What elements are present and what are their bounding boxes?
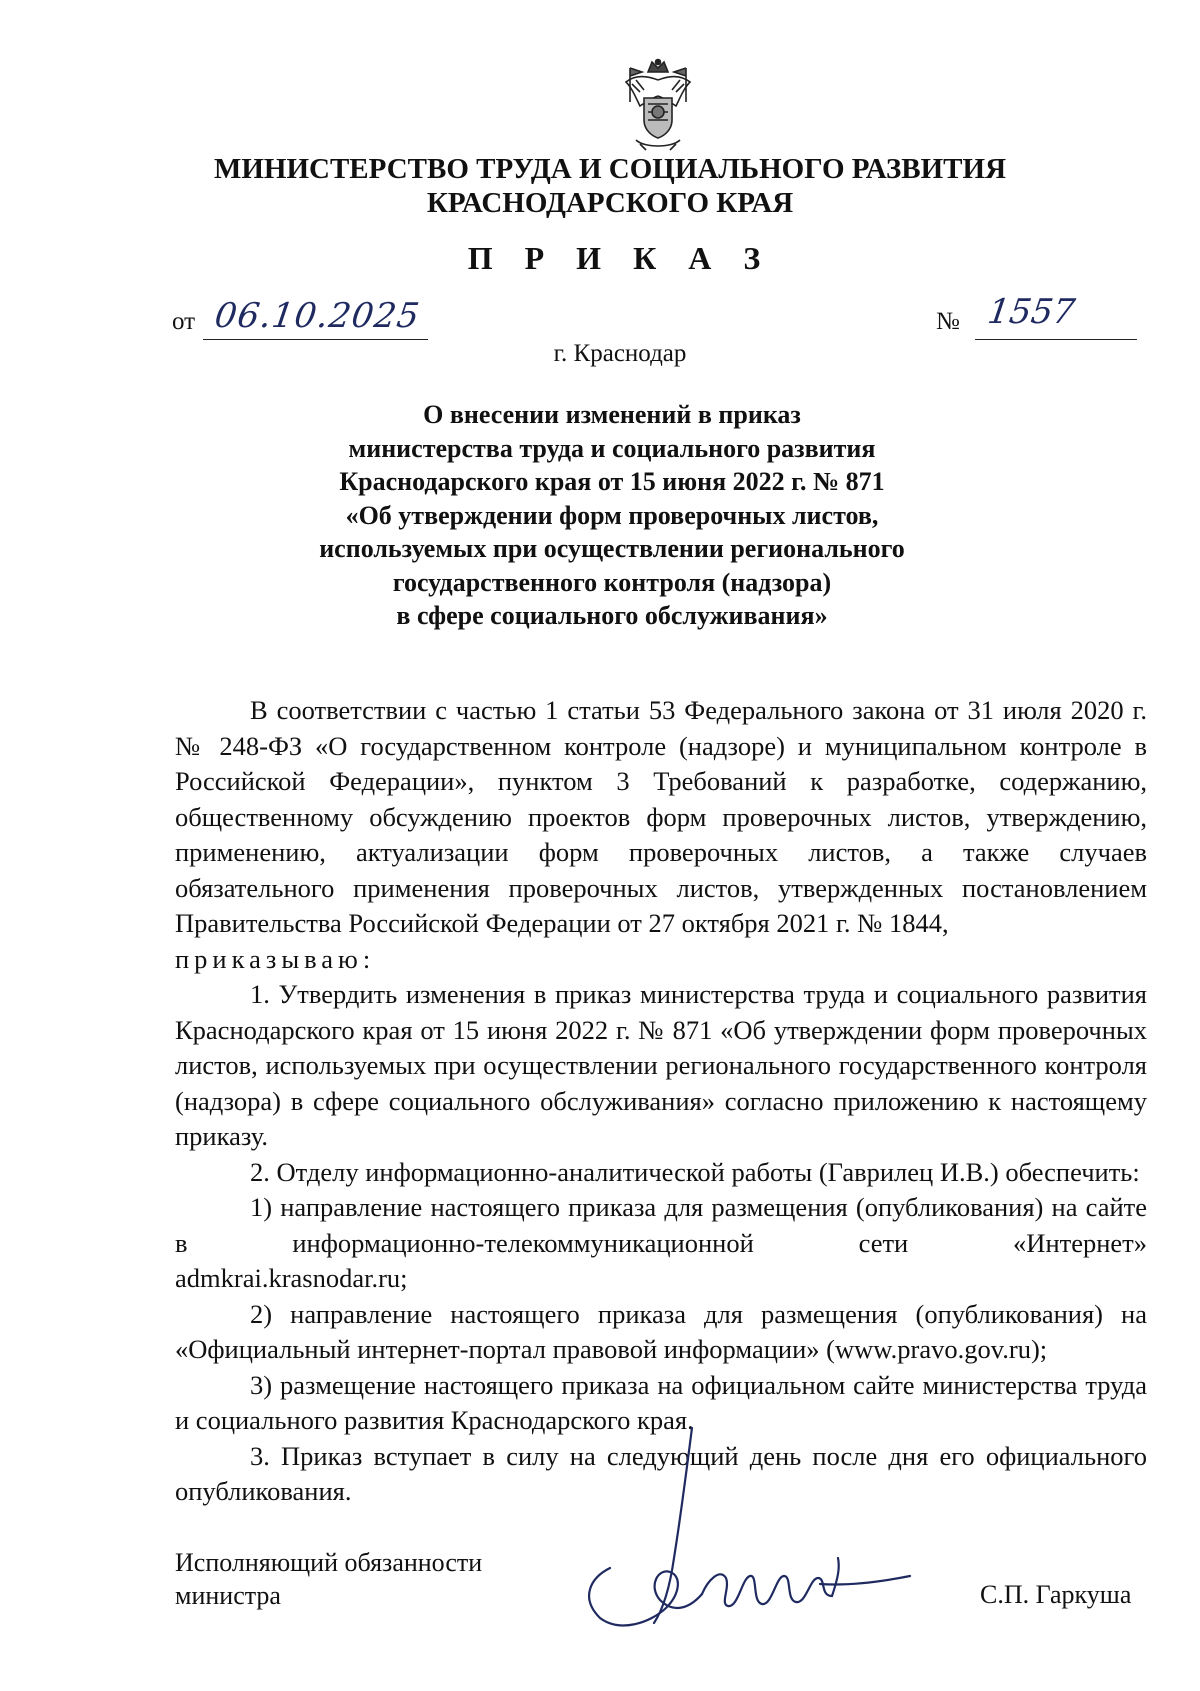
coat-of-arms-icon [618,58,698,154]
signatory-role-line: министра [175,1581,281,1610]
item-2-3-paragraph: 3) размещение настоящего приказа на официальном сайте министерства труда и социального развития Краснодарского края. [175,1369,1147,1435]
item-3-paragraph: 3. Приказ вступает в силу на следующий день после дня его официального опубликования. [175,1440,1147,1506]
handwritten-date: 06.10.2025 [212,296,423,336]
ministry-name-line2: КРАСНОДАРСКОГО КРАЯ [426,187,794,219]
item-2-1-site-link: admkrai.krasnodar.ru; [175,1263,408,1293]
item-1-paragraph: 1. Утвердить изменения в приказ министерства труда и социального развития Краснодарского края от 15 июня 2022 г. № 871 «Об утверждении форм проверочных листов, используемых при осуществлении регионального государственного контроля (надзора) в сфере социального обслуживания» согласно приложению к настоящему приказу. [175,979,1147,1151]
title-line: Краснодарского края от 15 июня 2022 г. № 871 [339,467,885,496]
item-2-paragraph: 2. Отделу информационно-аналитической работы (Гаврилец И.В.) обеспечить: [250,1156,1140,1187]
city-line: г. Краснодар [553,340,687,367]
order-title [0,398,1200,633]
title-line: министерства труда и социального развития [348,433,876,463]
order-body [175,693,1147,1510]
signatory-role-line: Исполняющий обязанности [175,1548,483,1577]
title-line: государственного контроля (надзора) [392,567,832,597]
title-line: используемых при осуществлении регионального [319,534,905,563]
title-line: «Об утверждении форм проверочных листов, [345,500,879,530]
title-line: в сфере социального обслуживания» [396,601,828,630]
number-prefix: № [936,308,960,335]
signatory-name: С.П. Гаркуша [980,1580,1132,1609]
item-2-1-paragraph: 1) направление настоящего приказа для размещения (опубликования) на сайте в информационно-телекоммуникационной сети «Интернет» [175,1192,1147,1258]
handwritten-signature-icon [570,1418,930,1658]
document-type-heading: П Р И К А З [467,240,773,276]
preamble-paragraph: В соответствии с частью 1 статьи 53 Федерального закона от 31 июля 2020 г. № 248-ФЗ «О государственном контроле (надзоре) и муниципальном контроле в Российской Федерации», пунктом 3 Требований к разработке, содержанию, общественному обсуждению проектов форм проверочных листов, утверждению, применению, актуализации форм проверочных листов, а также случаев обязательного применения проверочных листов, утвержденных постановлением Правительства Российской Федерации от 27 октября 2021 г. № 1844, [175,695,1147,938]
title-line: О внесении изменений в приказ [423,400,801,429]
date-prefix: от [172,308,196,335]
orders-word: приказываю: [175,943,376,974]
ministry-name-line1: МИНИСТЕРСТВО ТРУДА И СОЦИАЛЬНОГО РАЗВИТИЯ [213,153,1007,185]
signatory-role [175,1546,482,1612]
handwritten-number: 1557 [985,292,1078,332]
item-2-2-paragraph: 2) направление настоящего приказа для размещения (опубликования) на «Официальный интернет-портал правовой информации» (www.pravo.gov.ru); [175,1298,1147,1364]
